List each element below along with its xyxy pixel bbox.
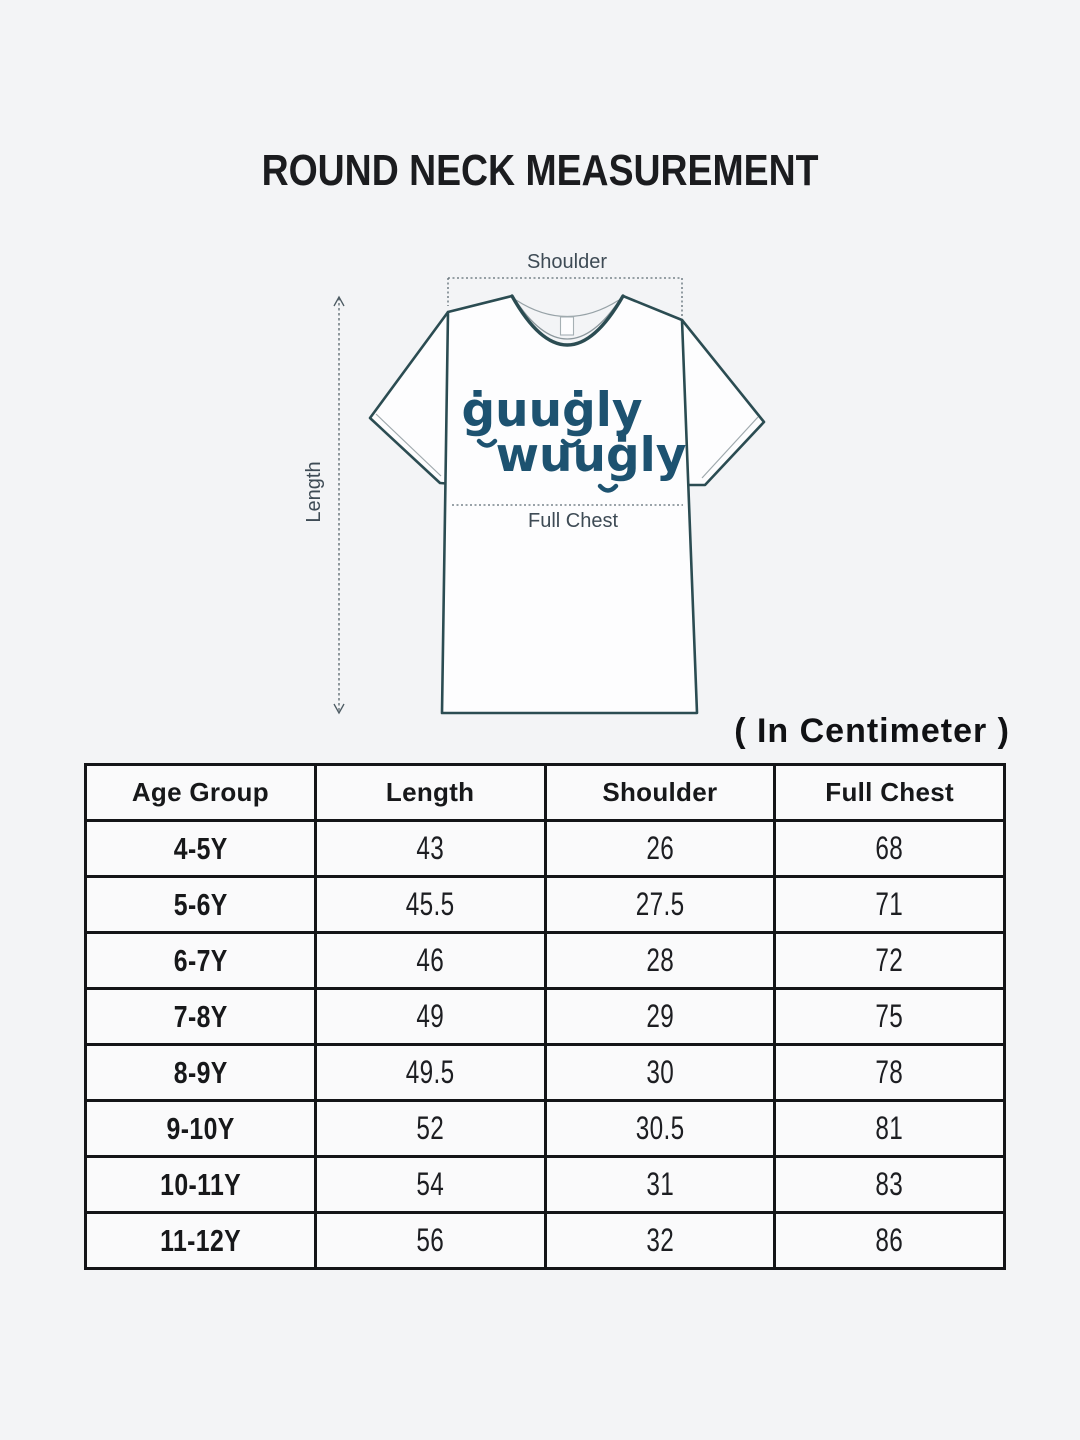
table-row <box>86 1101 1005 1157</box>
shoulder-value: 32 <box>645 1222 674 1258</box>
length-value: 54 <box>416 1166 445 1202</box>
full-chest-value: 81 <box>875 1110 904 1146</box>
full-chest-label: Full Chest <box>527 510 619 532</box>
length-label: Length <box>303 461 325 523</box>
age-group-value: 9-10Y <box>166 1110 235 1146</box>
table-row <box>86 821 1005 877</box>
brand-logo-line2: wuuġly <box>495 428 687 483</box>
full-chest-value: 83 <box>875 1166 904 1202</box>
length-value: 52 <box>416 1110 445 1146</box>
shoulder-value: 30 <box>645 1054 674 1090</box>
full-chest-value: 68 <box>875 830 904 866</box>
size-table-body <box>86 821 1005 1269</box>
tshirt-diagram-svg <box>290 230 810 750</box>
length-value: 49 <box>416 998 445 1034</box>
col-header-shoulder: Shoulder <box>545 765 775 821</box>
length-value: 56 <box>416 1222 445 1258</box>
age-group-value: 11-12Y <box>159 1222 241 1258</box>
table-row <box>86 1157 1005 1213</box>
length-value: 43 <box>416 830 445 866</box>
tshirt-right-sleeve <box>680 320 764 485</box>
shoulder-value: 30.5 <box>635 1110 685 1146</box>
full-chest-value: 71 <box>875 886 904 922</box>
table-row <box>86 1045 1005 1101</box>
table-row <box>86 989 1005 1045</box>
full-chest-value: 72 <box>875 942 904 978</box>
table-row <box>86 933 1005 989</box>
table-row <box>86 1213 1005 1269</box>
col-header-length: Length <box>315 765 545 821</box>
age-group-value: 4-5Y <box>173 830 228 866</box>
header-row <box>86 765 1005 821</box>
full-chest-value: 86 <box>875 1222 904 1258</box>
age-group-value: 5-6Y <box>173 886 228 922</box>
collar-back-line <box>516 300 619 317</box>
page-title: ROUND NECK MEASUREMENT <box>261 146 819 195</box>
age-group-value: 7-8Y <box>173 998 228 1034</box>
full-chest-value: 75 <box>875 998 904 1034</box>
shoulder-value: 29 <box>645 998 674 1034</box>
shoulder-value: 28 <box>645 942 674 978</box>
col-header-full-chest: Full Chest <box>775 765 1005 821</box>
age-group-value: 8-9Y <box>173 1054 228 1090</box>
table-row <box>86 877 1005 933</box>
shoulder-value: 26 <box>645 830 674 866</box>
size-table-header <box>86 765 1005 821</box>
age-group-value: 6-7Y <box>173 942 228 978</box>
tshirt-diagram <box>290 230 810 750</box>
length-value: 49.5 <box>405 1054 455 1090</box>
full-chest-value: 78 <box>875 1054 904 1090</box>
length-value: 45.5 <box>405 886 455 922</box>
shoulder-value: 27.5 <box>635 886 685 922</box>
unit-note: ( In Centimeter ) <box>734 712 1010 750</box>
shoulder-label: Shoulder <box>526 251 608 273</box>
shoulder-value: 31 <box>645 1166 674 1202</box>
col-header-age-group: Age Group <box>86 765 316 821</box>
age-group-value: 10-11Y <box>159 1166 241 1202</box>
collar-label-tag <box>561 317 574 335</box>
length-value: 46 <box>416 942 445 978</box>
brand-logo-line1: ġuuġly <box>461 383 643 438</box>
size-table <box>84 763 1006 1270</box>
